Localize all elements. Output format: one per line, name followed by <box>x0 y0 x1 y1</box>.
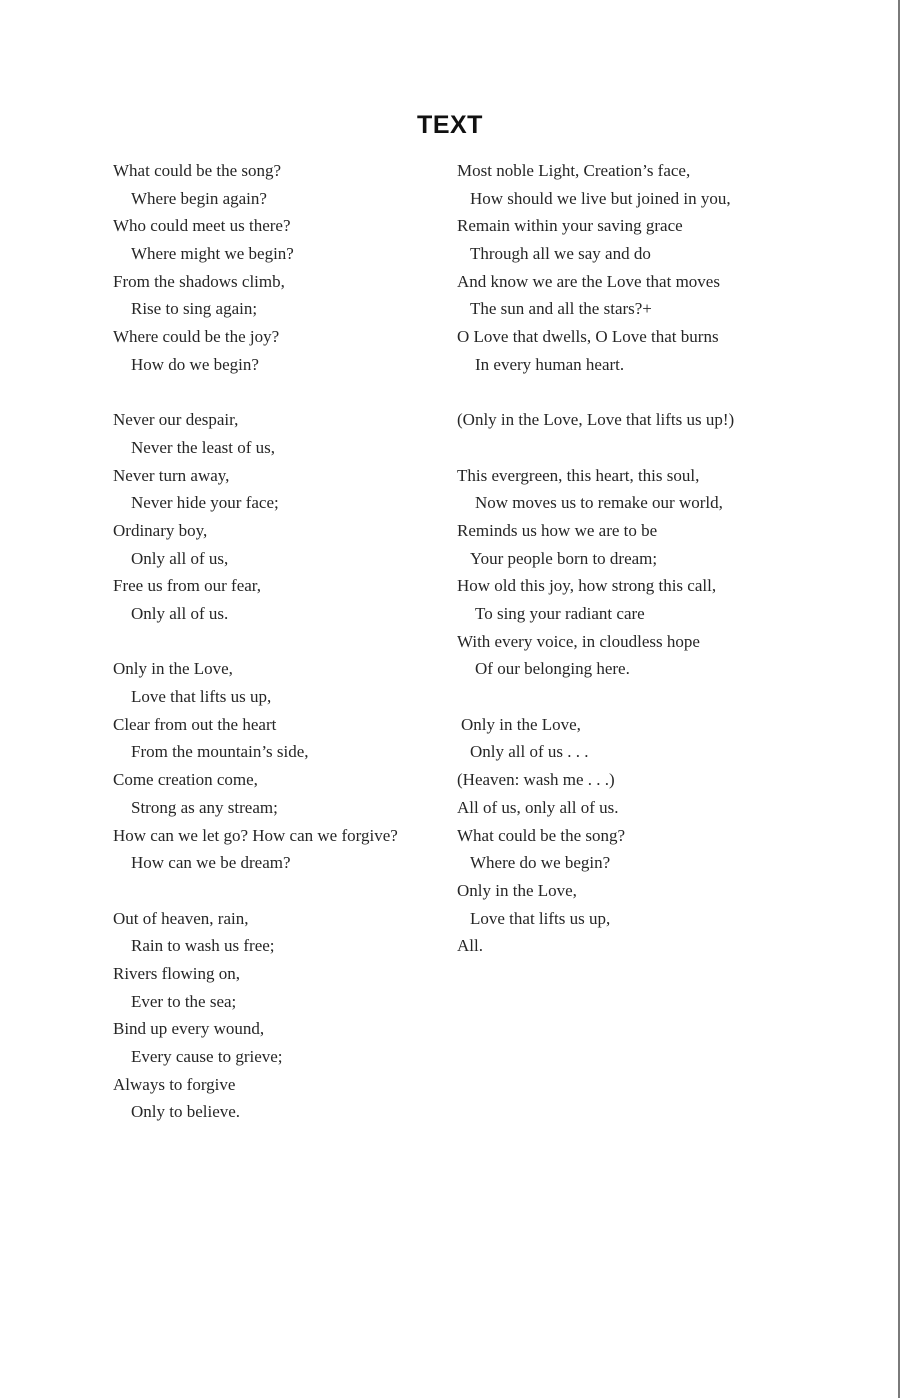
verse-line: Free us from our fear, <box>113 576 262 596</box>
verse-line: Only all of us . . . <box>470 742 589 762</box>
verse-line: Where could be the joy? <box>113 327 280 347</box>
right-column <box>457 157 777 988</box>
verse-line: Where do we begin? <box>470 853 611 873</box>
verse-line: How should we live but joined in you, <box>470 188 731 208</box>
verse-line: With every voice, in cloudless hope <box>457 631 700 651</box>
stanza <box>113 655 443 877</box>
verse-line: Out of heaven, rain, <box>113 908 249 928</box>
verse-line: Love that lifts us up, <box>131 687 272 707</box>
verse-line: Only all of us. <box>131 604 229 623</box>
verse-line: Where might we begin? <box>131 244 294 264</box>
verse-line: Never our despair, <box>113 410 239 430</box>
verse-line: Ever to the sea; <box>131 991 237 1011</box>
verse-line: What could be the song? <box>457 825 626 845</box>
stanza <box>113 406 443 628</box>
verse-line: How can we let go? How can we forgive? <box>113 825 398 845</box>
verse-line: This evergreen, this heart, this soul, <box>457 465 700 485</box>
verse-line: Through all we say and do <box>470 244 651 264</box>
verse-line: Now moves us to remake our world, <box>475 493 723 513</box>
verse-line: (Only in the Love, Love that lifts us up!) <box>457 410 735 430</box>
verse-line: Never the least of us, <box>131 437 275 457</box>
verse-line: Bind up every wound, <box>113 1019 265 1039</box>
verse-line: Only in the Love, <box>457 880 577 900</box>
verse-line: How can we be dream? <box>131 853 291 873</box>
verse-line: Never hide your face; <box>131 493 279 513</box>
verse-line: How old this joy, how strong this call, <box>457 576 717 596</box>
verse-line: Only in the Love, <box>461 714 581 734</box>
stanza <box>457 157 777 379</box>
verse-line: To sing your radiant care <box>475 604 645 623</box>
verse-line: Love that lifts us up, <box>470 908 611 928</box>
verse-line: O Love that dwells, O Love that burns <box>457 327 719 347</box>
verse-line: Of our belonging here. <box>475 659 630 679</box>
page-title: TEXT <box>417 111 483 139</box>
verse-line: From the mountain’s side, <box>131 742 309 762</box>
verse-line: Remain within your saving grace <box>457 216 683 236</box>
verse-line: What could be the song? <box>113 161 282 180</box>
verse-line: The sun and all the stars?+ <box>470 299 652 319</box>
verse-line: In every human heart. <box>475 354 625 374</box>
left-column <box>113 157 443 1154</box>
verse-line: Clear from out the heart <box>113 714 277 734</box>
verse-line: Strong as any stream; <box>131 797 278 817</box>
verse-line: Only in the Love, <box>113 659 233 679</box>
stanza <box>113 905 443 1127</box>
verse-line: Who could meet us there? <box>113 216 291 236</box>
verse-line: Reminds us how we are to be <box>457 520 658 540</box>
verse-line: Come creation come, <box>113 770 258 790</box>
stanza <box>457 406 777 434</box>
verse-line: How do we begin? <box>131 354 259 374</box>
verse-line: Always to forgive <box>113 1074 236 1094</box>
verse-line: Ordinary boy, <box>113 520 208 540</box>
verse-line: All. <box>457 936 483 956</box>
verse-line: Rivers flowing on, <box>113 963 241 983</box>
verse-line: All of us, only all of us. <box>457 797 619 817</box>
verse-line: (Heaven: wash me . . .) <box>457 770 615 790</box>
verse-line: Only all of us, <box>131 548 229 568</box>
stanza <box>457 711 777 960</box>
verse-line: Where begin again? <box>131 188 267 208</box>
verse-line: And know we are the Love that moves <box>457 271 720 291</box>
verse-line: Your people born to dream; <box>470 548 658 568</box>
verse-line: Every cause to grieve; <box>131 1047 283 1066</box>
stanza <box>113 157 443 379</box>
verse-line: Most noble Light, Creation’s face, <box>457 161 691 180</box>
verse-line: Only to believe. <box>131 1102 241 1122</box>
verse-line: From the shadows climb, <box>113 271 285 291</box>
verse-line: Rise to sing again; <box>131 299 258 319</box>
stanza <box>457 462 777 684</box>
verse-line: Never turn away, <box>113 465 230 485</box>
verse-line: Rain to wash us free; <box>131 936 275 956</box>
